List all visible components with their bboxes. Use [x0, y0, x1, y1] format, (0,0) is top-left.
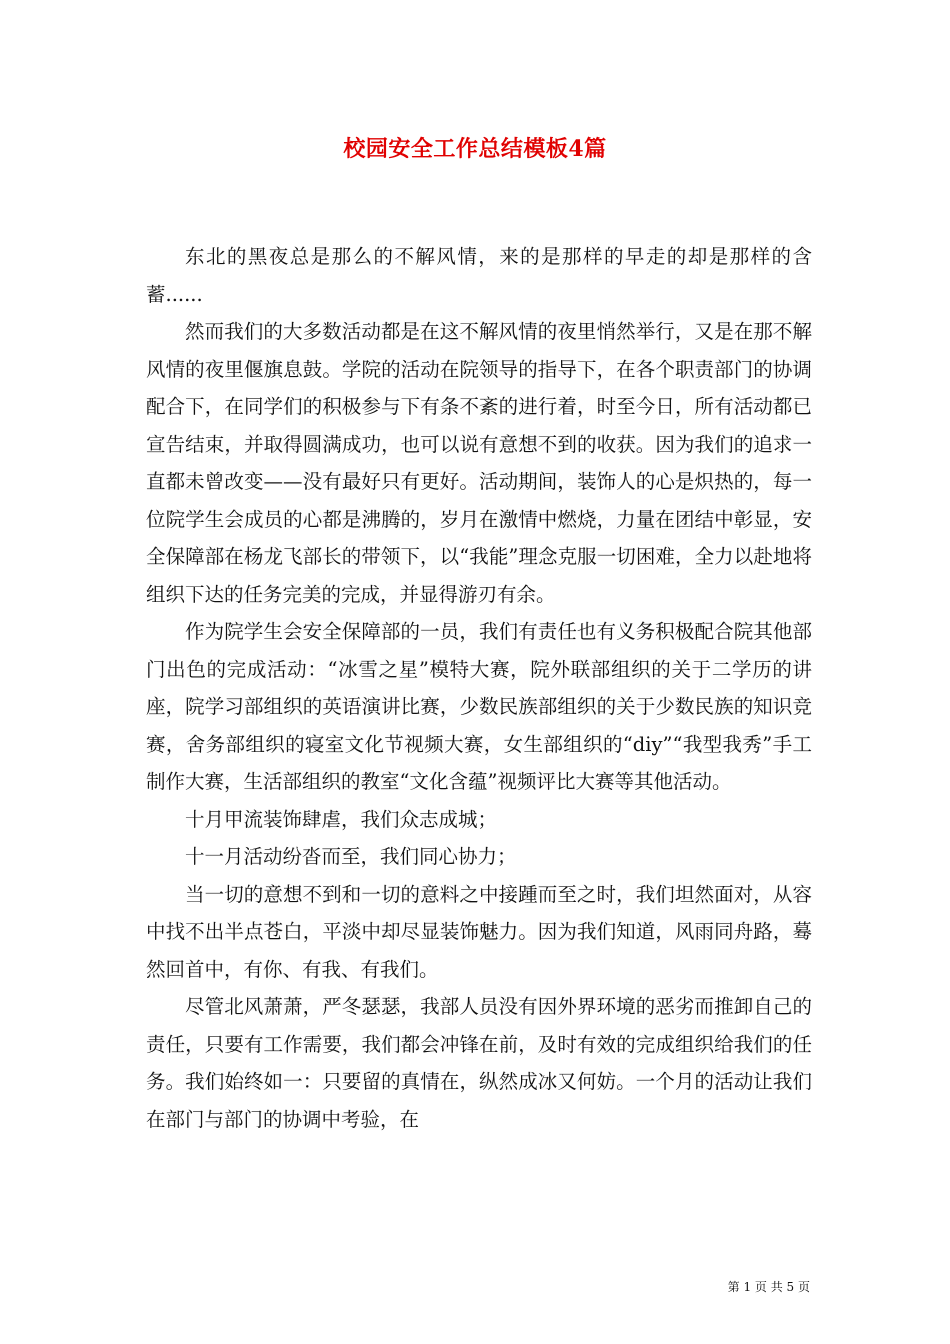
page-number: 第 1 页 共 5 页	[727, 1280, 810, 1294]
paragraph: 东北的黑夜总是那么的不解风情，来的是那样的早走的却是那样的含蓄......	[146, 245, 812, 306]
paragraph: 十月甲流装饰肆虐，我们众志成城；	[185, 807, 498, 831]
paragraph: 当一切的意想不到和一切的意料之中接踵而至之时，我们坦然面对，从容中找不出半点苍白，平淡中却尽显装饰魅力。因为我们知道，风雨同舟路，蓦然回首中，有你、有我、有我们。	[146, 882, 812, 981]
paragraph: 尽管北风萧萧，严冬瑟瑟，我部人员没有因外界环境的恶劣而推卸自己的责任，只要有工作需要，我们都会冲锋在前，及时有效的完成组织给我们的任务。我们始终如一：只要留的真情在，纵然成冰又何妨。一个月的活动让我们在部门与部门的协调中考验，在	[146, 995, 812, 1131]
paragraph: 然而我们的大多数活动都是在这不解风情的夜里悄然举行，又是在那不解风情的夜里偃旗息鼓。学院的活动在院领导的指导下，在各个职责部门的协调配合下，在同学们的积极参与下有条不紊的进行着，时至今日，所有活动都已宣告结束，并取得圆满成功，也可以说有意想不到的收获。因为我们的追求一直都未曾改变——没有最好只有更好。活动期间，装饰人的心是炽热的，每一位院学生会成员的心都是沸腾的，岁月在激情中燃烧，力量在团结中彰显，安全保障部在杨龙飞部长的带领下，以“我能”理念克服一切困难，全力以赴地将组织下达的任务完美的完成，并显得游刃有余。	[146, 320, 812, 606]
document-title: 校园安全工作总结模板4篇	[343, 136, 607, 162]
paragraph: 十一月活动纷沓而至，我们同心协力；	[185, 845, 517, 868]
document-body	[146, 238, 812, 1138]
paragraph: 作为院学生会安全保障部的一员，我们有责任也有义务积极配合院其他部门出色的完成活动：“冰雪之星”模特大赛，院外联部组织的关于二学历的讲座，院学习部组织的英语演讲比赛，少数民族部组织的关于少数民族的知识竞赛，舍务部组织的寝室文化节视频大赛，女生部组织的“diy”“我型我秀”手工制作大赛，生活部组织的教室“文化含蕴”视频评比大赛等其他活动。	[146, 620, 812, 793]
